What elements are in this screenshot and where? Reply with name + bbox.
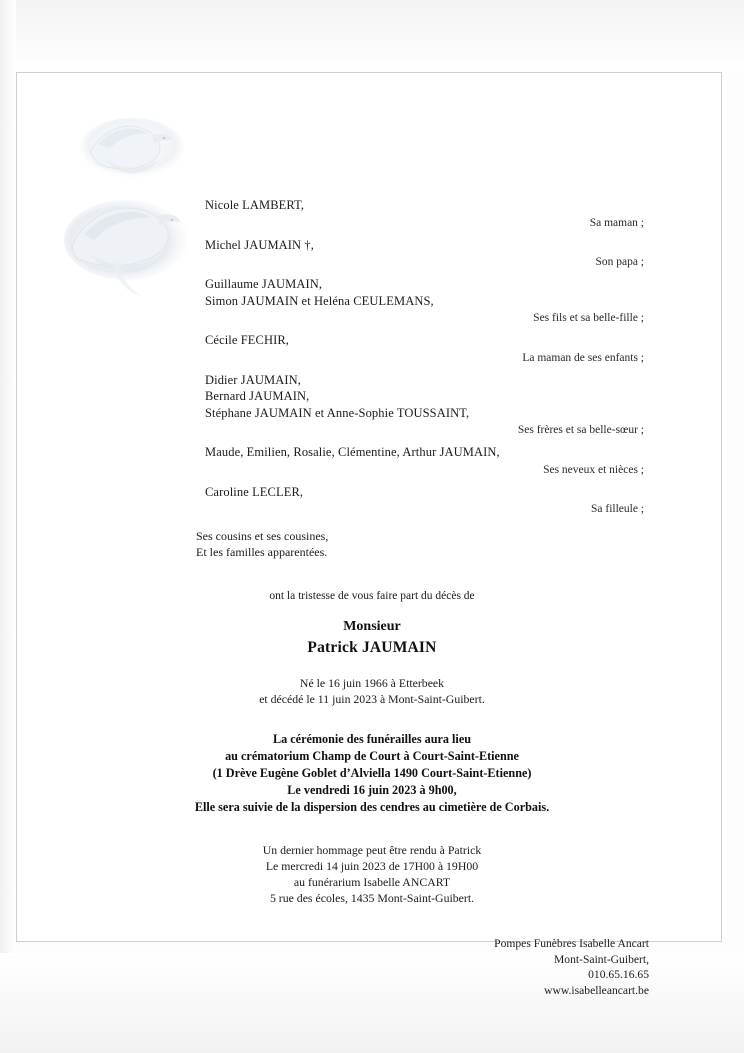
relation-label: Sa maman ;	[589, 216, 644, 229]
death-line: et décédé le 11 juin 2023 à Mont-Saint-Guibert.	[259, 692, 485, 706]
ceremony-line: Elle sera suivie de la dispersion des cendres au cimetière de Corbais.	[194, 800, 550, 814]
name-line: Maude, Emilien, Rosalie, Clémentine, Arthur JAUMAIN,	[205, 445, 500, 459]
relation-label: La maman de ses enfants ;	[522, 351, 644, 364]
ceremony-line: La cérémonie des funérailles aura lieu	[272, 732, 472, 746]
name-line: Cécile FECHIR,	[205, 333, 290, 347]
extended-family-block	[196, 529, 644, 560]
name-group	[205, 332, 644, 366]
card-content	[0, 72, 744, 998]
birth-line: Né le 16 juin 1966 à Etterbeek	[299, 676, 445, 690]
name-line: Didier JAUMAIN,	[205, 372, 301, 387]
ceremony-line: Le vendredi 16 juin 2023 à 9h00,	[287, 783, 457, 797]
name-group	[205, 484, 644, 518]
honorific-title: Monsieur	[343, 619, 401, 634]
name-group	[205, 444, 644, 478]
life-dates	[0, 675, 744, 707]
funeral-home-block	[0, 936, 744, 998]
ceremony-line: (1 Drève Eugène Goblet d’Alviella 1490 Court-Saint-Etienne)	[212, 766, 532, 780]
relation-label: Ses fils et sa belle-fille ;	[533, 312, 644, 324]
name-line: Nicole LAMBERT,	[205, 198, 305, 212]
funeral-home-city: Mont-Saint-Guibert,	[554, 952, 649, 966]
name-line: Caroline LECLER,	[205, 484, 304, 499]
homage-details	[0, 842, 744, 906]
announcement-text: ont la tristesse de vous faire part du décès de	[269, 590, 475, 602]
name-line: Bernard JAUMAIN,	[205, 389, 310, 403]
name-line: Stéphane JAUMAIN et Anne-Sophie TOUSSAINT,	[205, 405, 470, 420]
extended-family-line: Ses cousins et ses cousines,	[196, 529, 329, 543]
homage-line: au funérarium Isabelle ANCART	[293, 875, 451, 889]
name-line: Michel JAUMAIN †,	[205, 237, 314, 252]
homage-line: 5 rue des écoles, 1435 Mont-Saint-Guibert.	[269, 891, 475, 905]
relation-label: Ses neveux et nièces ;	[543, 463, 644, 476]
funeral-home-website: www.isabelleancart.be	[544, 983, 649, 997]
deceased-name: Patrick JAUMAIN	[307, 639, 437, 656]
relation-label: Sa filleule ;	[590, 503, 644, 515]
funeral-home-phone: 010.65.16.65	[588, 968, 649, 981]
name-group	[205, 372, 644, 439]
scan-edge-top	[0, 0, 744, 72]
relation-label: Son papa ;	[595, 256, 644, 268]
name-line: Guillaume JAUMAIN,	[205, 277, 323, 291]
extended-family-line: Et les familles apparentées.	[196, 544, 328, 559]
ceremony-line: au crématorium Champ de Court à Court-Saint-Etienne	[225, 749, 519, 763]
relation-label: Ses frères et sa belle-sœur ;	[517, 424, 644, 436]
funeral-home-name: Pompes Funèbres Isabelle Ancart	[494, 937, 649, 950]
name-group	[205, 237, 644, 271]
homage-line: Le mercredi 14 juin 2023 de 17H00 à 19H00	[265, 859, 479, 873]
homage-line: Un dernier hommage peut être rendu à Patrick	[262, 843, 482, 857]
family-names-block	[0, 197, 744, 560]
name-group	[205, 197, 644, 231]
ceremony-details	[0, 731, 744, 816]
name-group	[205, 276, 644, 326]
name-line: Simon JAUMAIN et Heléna CEULEMANS,	[205, 293, 434, 308]
